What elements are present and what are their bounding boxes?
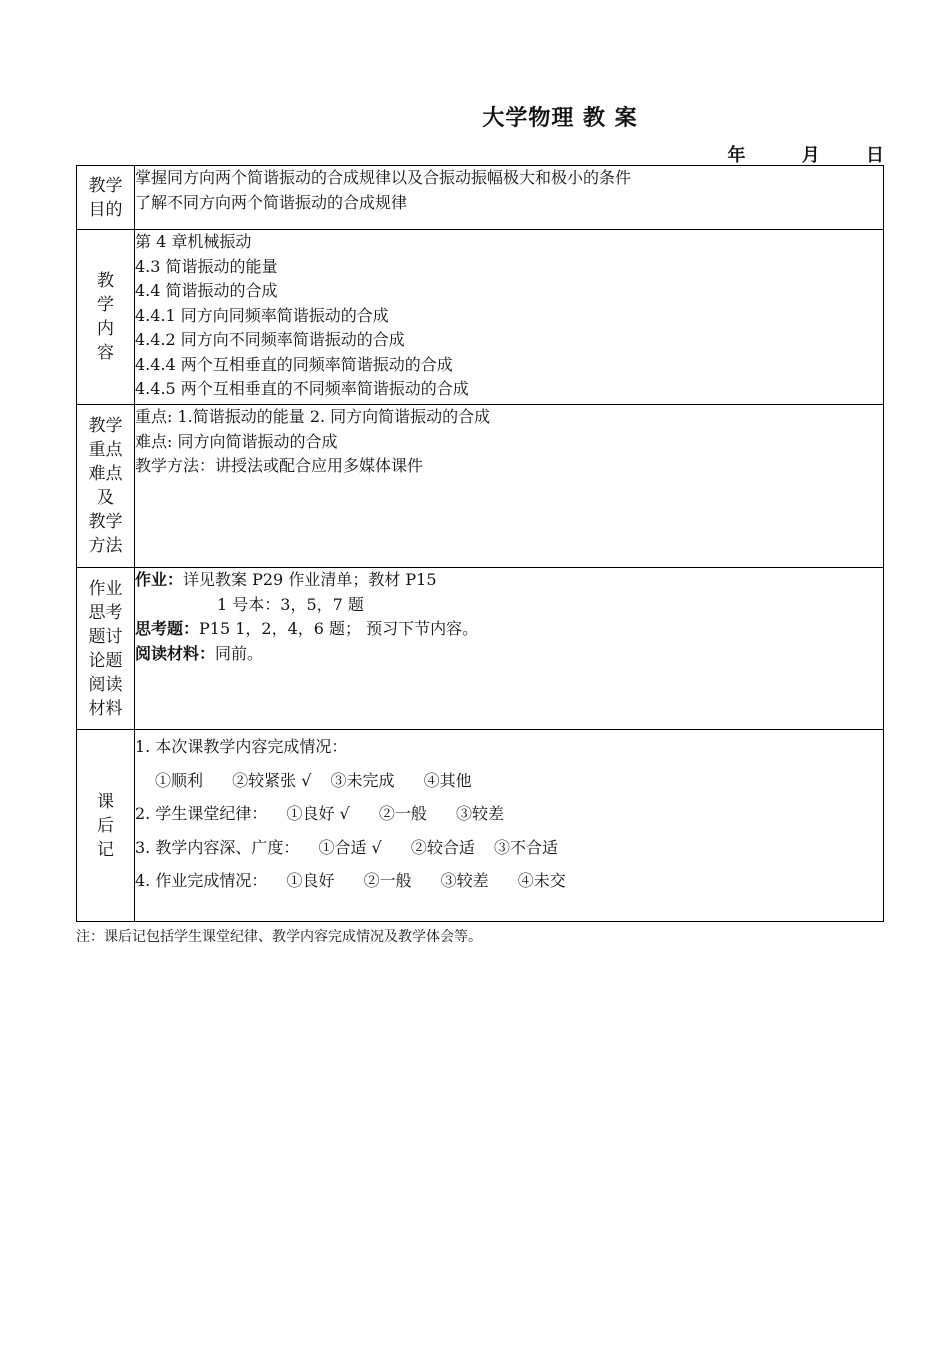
afterclass-item-1: 1. 本次课教学内容完成情况： [135, 737, 348, 756]
content-label: 教 学 内 容 [77, 230, 135, 405]
keypoints-line: 教学方法：讲授法或配合应用多媒体课件 [135, 456, 424, 475]
homework-label: 作业 思考 题讨 论题 阅读 材料 [77, 568, 135, 730]
keypoints-label: 教学 重点 难点 及 教学 方法 [77, 405, 135, 568]
reading-line: 阅读材料：同前。 [135, 643, 264, 663]
date-year: 年 [727, 145, 746, 166]
afterclass-content [135, 730, 884, 922]
homework-row [77, 568, 884, 730]
content-line: 4.4.2 同方向不同频率简谐振动的合成 [135, 330, 405, 349]
afterclass-label: 课 后 记 [77, 730, 135, 922]
objective-line: 掌握同方向两个简谐振动的合成规律以及合振动振幅极大和极小的条件 [135, 168, 632, 187]
content-line: 4.4.1 同方向同频率简谐振动的合成 [135, 305, 389, 325]
homework-line: 作业：详见教案 P29 作业清单；教材 P15 [135, 570, 437, 589]
page-title: 大学物理 教 案 [482, 105, 638, 131]
objective-label: 教学 目的 [77, 166, 135, 230]
content-line: 4.4.5 两个互相垂直的不同频率简谐振动的合成 [135, 379, 469, 398]
lesson-plan-table [76, 165, 884, 922]
afterclass-item-3: 3. 教学内容深、广度： ①合适 √ ②较合适 ③不合适 [135, 837, 558, 857]
keypoints-row [77, 405, 884, 568]
content-list [135, 230, 884, 405]
content-row [77, 230, 884, 405]
homework-content [135, 568, 884, 730]
homework-line-2: 1 号本：3，5，7 题 [217, 594, 364, 614]
afterclass-item-4: 4. 作业完成情况： ①良好 ②一般 ③较差 ④未交 [135, 871, 566, 890]
date-month: 月 [801, 145, 820, 166]
date-day: 日 [866, 145, 884, 166]
objective-content [135, 166, 884, 230]
thinking-line: 思考题：P15 1，2，4，6 题； 预习下节内容。 [135, 619, 479, 638]
afterclass-item-1-options: ①顺利 ②较紧张 √ ③未完成 ④其他 [155, 770, 472, 790]
footnote: 注：课后记包括学生课堂纪律、教学内容完成情况及教学体会等。 [76, 929, 482, 945]
keypoints-content [135, 405, 884, 568]
content-line: 4.4.4 两个互相垂直的同频率简谐振动的合成 [135, 354, 453, 374]
content-line: 4.3 简谐振动的能量 [135, 256, 278, 276]
keypoints-line: 难点: 同方向简谐振动的合成 [135, 431, 338, 451]
afterclass-item-2: 2. 学生课堂纪律： ①良好 √ ②一般 ③较差 [135, 804, 504, 823]
objective-line: 了解不同方向两个简谐振动的合成规律 [135, 192, 408, 212]
date-row [727, 141, 884, 167]
content-line: 4.4 简谐振动的合成 [135, 281, 278, 300]
afterclass-row [77, 730, 884, 922]
content-line: 第 4 章机械振动 [135, 232, 252, 251]
keypoints-line: 重点: 1.简谐振动的能量 2. 同方向简谐振动的合成 [135, 407, 491, 426]
objective-row [77, 166, 884, 230]
